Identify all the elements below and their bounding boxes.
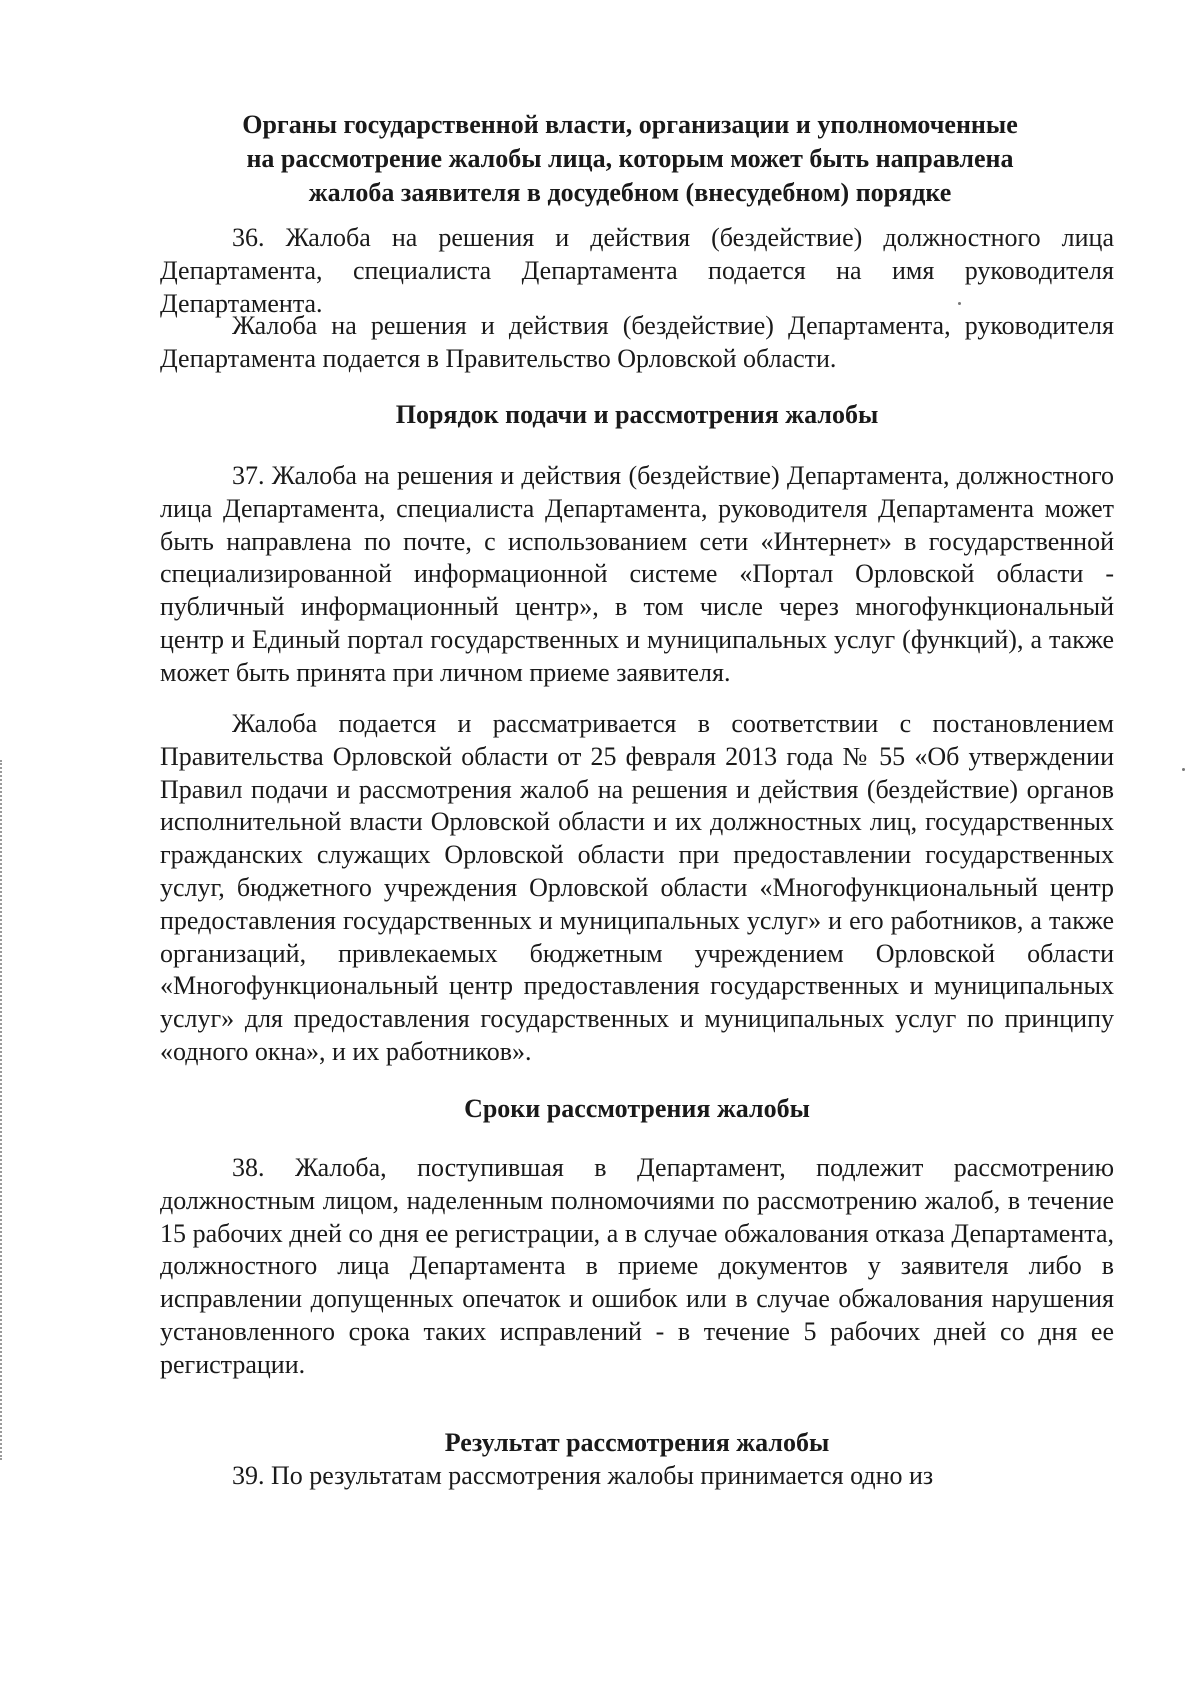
scan-speck: [958, 302, 961, 305]
section-heading-review-terms: Сроки рассмотрения жалобы: [464, 1094, 810, 1123]
paragraph-38: 38. Жалоба, поступившая в Департамент, подлежит рассмотрению должностным лицом, наделенным полномочиями по рассмотрению жалоб, в течение 15 рабочих дней со дня ее регистрации, а в случае обжалования отказа Департамента, должностного лица Департамента в приеме документов у заявителя либо в исправлении допущенных опечаток и ошибок или в случае обжалования нарушения установленного срока таких исправлений - в течение 5 рабочих дней со дня ее регистрации.: [160, 1153, 1114, 1379]
heading-line: Органы государственной власти, организации и уполномоченные: [242, 110, 1018, 139]
heading-line: жалоба заявителя в досудебном (внесудебном) порядке: [308, 178, 952, 207]
section-heading-complaint-bodies: [190, 108, 1070, 210]
scan-speck: [1182, 768, 1185, 771]
section-heading-filing-procedure: Порядок подачи и рассмотрения жалобы: [395, 400, 879, 429]
paragraph-37: 37. Жалоба на решения и действия (бездействие) Департамента, должностного лица Департамента, специалиста Департамента, руководителя Департамента может быть направлена по почте, с использованием сети «Интернет» в государственной специализированной информационной системе «Портал Орловской области - публичный информационный центр», в том числе через многофункциональный центр и Единый портал государственных и муниципальных услуг (функций), а также может быть принята при личном приеме заявителя.: [160, 461, 1114, 687]
paragraph-37-continued: Жалоба подается и рассматривается в соответствии с постановлением Правительства Орловской области от 25 февраля 2013 года № 55 «Об утверждении Правил подачи и рассмотрения жалоб на решения и действия (бездействие) органов исполнительной власти Орловской области и их должностных лиц, государственных гражданских служащих Орловской области при предоставлении государственных услуг, бюджетного учреждения Орловской области «Многофункциональный центр предоставления государственных и муниципальных услуг» и его работников, а также организаций, привлекаемых бюджетным учреждением Орловской области «Многофункциональный центр предоставления государственных и муниципальных услуг» для предоставления государственных и муниципальных услуг по принципу «одного окна», и их работников».: [160, 709, 1114, 1066]
paragraph-36: 36. Жалоба на решения и действия (бездействие) должностного лица Департамента, специалиста Департамента подается на имя руководителя Департамента.: [160, 223, 1114, 318]
paragraph-39: 39. По результатам рассмотрения жалобы принимается одно из: [232, 1461, 934, 1490]
heading-line: на рассмотрение жалобы лица, которым может быть направлена: [246, 144, 1014, 173]
paragraph-36-continued: Жалоба на решения и действия (бездействие) Департамента, руководителя Департамента подается в Правительство Орловской области.: [160, 311, 1114, 373]
scan-edge-marks: [0, 760, 6, 1460]
section-heading-review-result: Результат рассмотрения жалобы: [444, 1428, 830, 1457]
